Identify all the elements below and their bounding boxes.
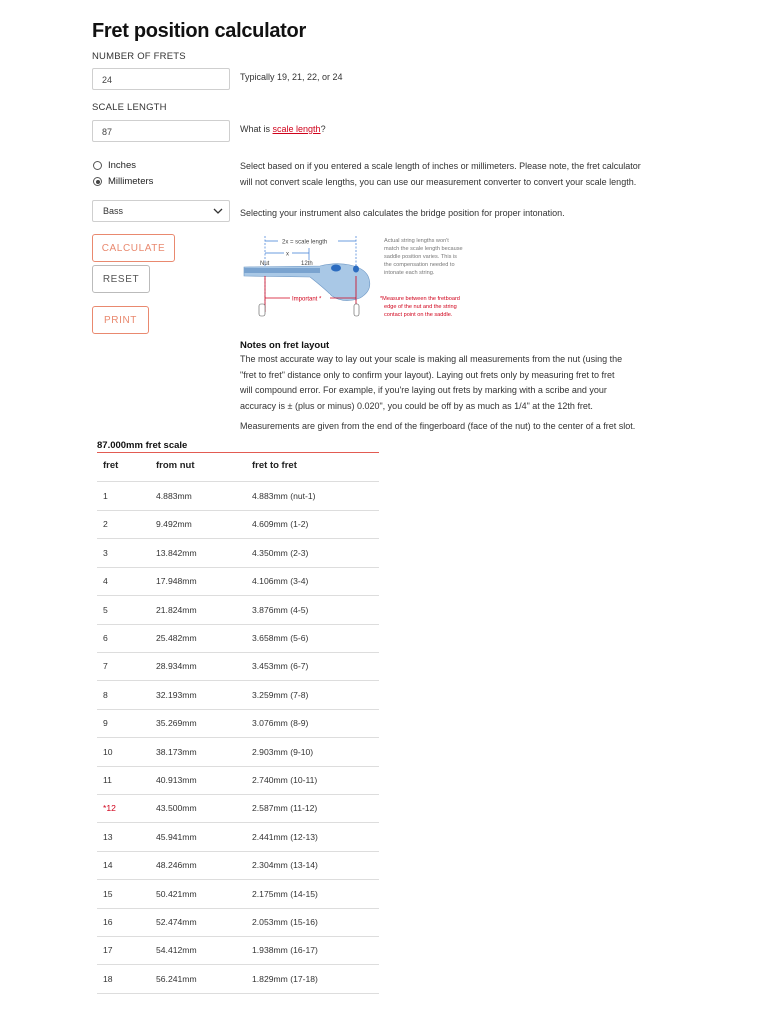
fret-to-fret-cell: 2.053mm (15-16) bbox=[252, 917, 318, 927]
fret-to-fret-cell: 2.441mm (12-13) bbox=[252, 831, 318, 842]
from-nut-cell: 28.934mm bbox=[156, 661, 197, 672]
diagram-note-gray bbox=[384, 238, 464, 276]
from-nut-cell: 43.500mm bbox=[156, 803, 197, 814]
fret-number-cell: 11 bbox=[103, 775, 112, 785]
fret-number-cell: 14 bbox=[103, 860, 113, 871]
print-button[interactable]: PRINT bbox=[92, 306, 149, 334]
radio-inches-label: Inches bbox=[108, 160, 136, 171]
fret-to-fret-cell: 3.658mm (5-6) bbox=[252, 633, 309, 643]
note-red-line-3: contact point on the saddle. bbox=[384, 312, 453, 318]
notes-line-2: "fret to fret" distance only to confirm your layout). Laying out frets only by measuring fret to fret bbox=[240, 369, 615, 380]
from-nut-cell: 9.492mm bbox=[156, 519, 192, 530]
frets-input[interactable]: 24 bbox=[92, 68, 230, 90]
fret-number-cell: 3 bbox=[103, 547, 108, 558]
saddle-shape bbox=[353, 266, 359, 273]
fret-number-cell: 5 bbox=[103, 604, 108, 615]
fret-to-fret-cell: 3.076mm (8-9) bbox=[252, 718, 309, 729]
radio-millimeters[interactable] bbox=[93, 176, 153, 187]
note-gray-line-1: Actual string lengths won't bbox=[384, 238, 449, 244]
diagram-note-red bbox=[380, 296, 461, 318]
from-nut-cell: 52.474mm bbox=[156, 917, 197, 927]
saddle-cross-section bbox=[354, 304, 359, 316]
table-row bbox=[97, 652, 379, 681]
table-row bbox=[97, 794, 379, 823]
instrument-select-value: Bass bbox=[103, 206, 124, 216]
scale-length-label: SCALE LENGTH bbox=[92, 102, 167, 113]
fret-to-fret-cell: 3.453mm (6-7) bbox=[252, 661, 309, 672]
table-row bbox=[97, 709, 379, 738]
radio-inches[interactable] bbox=[93, 160, 136, 171]
table-title-rule bbox=[97, 452, 379, 453]
from-nut-cell: 13.842mm bbox=[156, 547, 197, 558]
notes-paragraph-1 bbox=[240, 352, 680, 414]
fret-number-cell: 8 bbox=[103, 689, 108, 700]
note-red-line-1: *Measure between the fretboard bbox=[380, 296, 460, 302]
note-gray-line-4: the compensation needed to bbox=[384, 262, 455, 268]
note-gray-line-3: saddle position varies. This is bbox=[384, 254, 457, 260]
fret-number-cell: 10 bbox=[103, 746, 113, 757]
fret-to-fret-cell: 2.903mm (9-10) bbox=[252, 746, 314, 757]
notes-line-1: The most accurate way to lay out your scale is making all measurements from the nut (using the bbox=[240, 354, 623, 364]
frets-label: NUMBER OF FRETS bbox=[92, 51, 186, 62]
notes-paragraph-2: Measurements are given from the end of the fingerboard (face of the nut) to the center of a fret slot. bbox=[240, 421, 636, 431]
scale-length-link[interactable]: scale length bbox=[272, 124, 321, 134]
fret-number-cell: 17 bbox=[103, 945, 113, 956]
from-nut-cell: 56.241mm bbox=[156, 973, 197, 984]
fret-number-cell: 4 bbox=[103, 576, 108, 587]
table-title: 87.000mm fret scale bbox=[97, 440, 188, 451]
notes-line-3: will compound error. For example, if you're laying out frets by marking with a scribe and your bbox=[240, 385, 607, 396]
fret-to-fret-cell: 2.304mm (13-14) bbox=[252, 860, 318, 871]
fret-to-fret-cell: 3.259mm (7-8) bbox=[252, 689, 309, 700]
note-gray-line-5: intonate each string. bbox=[384, 270, 435, 276]
header-fret: fret bbox=[103, 460, 119, 471]
scale-hint-prefix: What is bbox=[240, 124, 273, 134]
x-label: x bbox=[286, 251, 289, 258]
table-row bbox=[97, 596, 379, 625]
calculate-button[interactable]: CALCULATE bbox=[92, 234, 175, 262]
reset-button[interactable]: RESET bbox=[92, 265, 150, 293]
table-row bbox=[97, 908, 379, 937]
from-nut-cell: 25.482mm bbox=[156, 633, 197, 643]
from-nut-cell: 38.173mm bbox=[156, 746, 197, 757]
from-nut-cell: 17.948mm bbox=[156, 576, 197, 587]
fret-to-fret-cell: 1.829mm (17-18) bbox=[252, 973, 318, 984]
header-from-nut: from nut bbox=[156, 460, 195, 471]
notes-line-4: accuracy is ± (plus or minus) 0.020", you could be off by as much as 1/4" at the 12th fret. bbox=[240, 400, 593, 411]
table-row bbox=[97, 851, 379, 880]
note-gray-line-2: match the scale length because bbox=[384, 246, 463, 252]
table-row bbox=[97, 567, 379, 596]
chevron-down-icon bbox=[213, 207, 223, 215]
table-row bbox=[97, 681, 379, 710]
fret-number-cell: 13 bbox=[103, 831, 113, 842]
fret-to-fret-cell: 2.740mm (10-11) bbox=[252, 775, 318, 785]
fret-to-fret-cell: 2.175mm (14-15) bbox=[252, 888, 318, 899]
fret-layout-diagram bbox=[240, 232, 492, 332]
from-nut-cell: 40.913mm bbox=[156, 775, 197, 785]
page-title: Fret position calculator bbox=[92, 20, 306, 42]
fret-number-cell: 6 bbox=[103, 633, 108, 643]
fret-to-fret-cell: 4.609mm (1-2) bbox=[252, 519, 309, 530]
instrument-hint: Selecting your instrument also calculates the bridge position for proper intonation. bbox=[240, 208, 565, 218]
scale-length-hint bbox=[240, 122, 326, 138]
note-red-line-2: edge of the nut and the string bbox=[384, 304, 457, 310]
from-nut-cell: 50.421mm bbox=[156, 888, 197, 899]
scale-length-label: 2x = scale length bbox=[282, 239, 328, 246]
scale-length-input[interactable]: 87 bbox=[92, 120, 230, 142]
nut-cross-section bbox=[259, 304, 265, 316]
table-row bbox=[97, 482, 379, 511]
units-hint-line1: Select based on if you entered a scale length of inches or millimeters. Please note, the fret calculator bbox=[240, 161, 641, 171]
fret-number-cell: 15 bbox=[103, 888, 113, 899]
table-row bbox=[97, 823, 379, 852]
fretboard-shape bbox=[244, 268, 320, 273]
from-nut-cell: 45.941mm bbox=[156, 831, 197, 842]
fret-to-fret-cell: 4.883mm (nut-1) bbox=[252, 491, 316, 501]
fret-to-fret-cell: 4.106mm (3-4) bbox=[252, 576, 309, 587]
fret-number-cell: *12 bbox=[103, 803, 116, 814]
table-row bbox=[97, 738, 379, 767]
nut-label: Nut bbox=[260, 261, 270, 267]
fret-number-cell: 18 bbox=[103, 973, 113, 984]
table-row bbox=[97, 624, 379, 653]
from-nut-cell: 48.246mm bbox=[156, 860, 197, 871]
pickup-shape bbox=[331, 265, 341, 272]
radio-inches-circle[interactable] bbox=[93, 161, 102, 170]
from-nut-cell: 21.824mm bbox=[156, 604, 197, 615]
fret-number-cell: 16 bbox=[103, 917, 113, 927]
from-nut-cell: 54.412mm bbox=[156, 945, 197, 956]
table-row bbox=[97, 880, 379, 909]
radio-millimeters-circle[interactable] bbox=[93, 177, 102, 186]
fret-to-fret-cell: 2.587mm (11-12) bbox=[252, 803, 318, 814]
radio-millimeters-label: Millimeters bbox=[108, 176, 154, 187]
from-nut-cell: 4.883mm bbox=[156, 491, 192, 501]
fret-to-fret-cell: 3.876mm (4-5) bbox=[252, 604, 309, 615]
twelfth-label: 12th bbox=[301, 261, 313, 267]
fret-number-cell: 9 bbox=[103, 718, 108, 729]
frets-hint: Typically 19, 21, 22, or 24 bbox=[240, 72, 343, 82]
fret-to-fret-cell: 1.938mm (16-17) bbox=[252, 945, 318, 956]
table-row bbox=[97, 766, 379, 795]
table-row bbox=[97, 936, 379, 965]
units-hint bbox=[240, 159, 641, 190]
scale-hint-suffix: ? bbox=[320, 124, 326, 134]
from-nut-cell: 35.269mm bbox=[156, 718, 197, 729]
header-fret-to-fret: fret to fret bbox=[252, 460, 297, 471]
fret-to-fret-cell: 4.350mm (2-3) bbox=[252, 547, 309, 558]
units-hint-line2: will not convert scale lengths, you can use our measurement converter to convert your scale length. bbox=[240, 176, 637, 187]
important-label: Important * bbox=[292, 296, 322, 303]
notes-title: Notes on fret layout bbox=[240, 340, 330, 351]
table-row bbox=[97, 965, 379, 994]
fret-number-cell: 7 bbox=[103, 661, 108, 672]
table-row bbox=[97, 539, 379, 568]
fret-number-cell: 1 bbox=[103, 491, 108, 501]
instrument-select[interactable] bbox=[92, 200, 230, 222]
from-nut-cell: 32.193mm bbox=[156, 689, 197, 700]
table-row bbox=[97, 510, 379, 539]
fret-number-cell: 2 bbox=[103, 519, 108, 530]
